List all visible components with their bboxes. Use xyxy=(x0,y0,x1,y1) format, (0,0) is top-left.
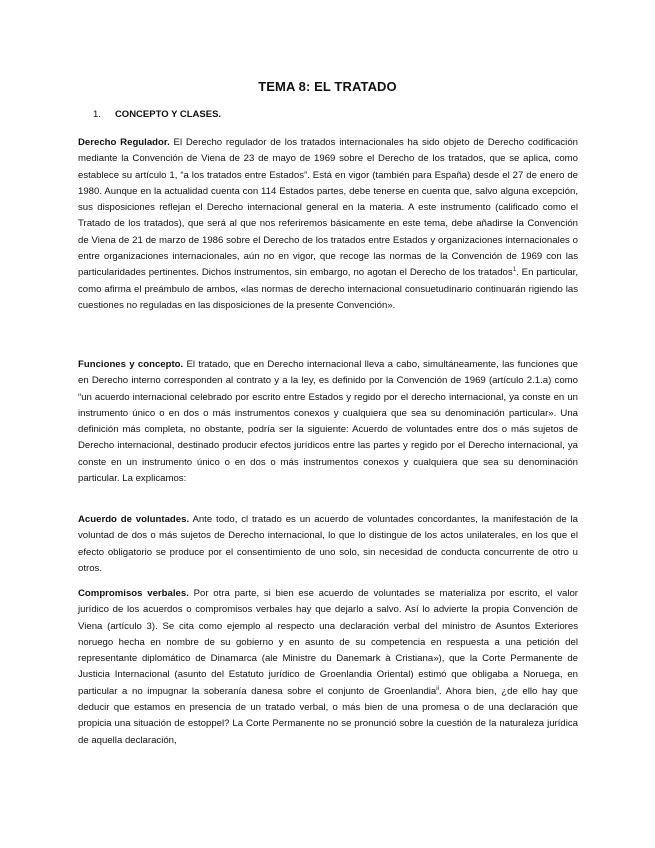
paragraph-tail: . Ahora bien, ¿de ello hay que deducir que estamos en presencia de un tratado verbal, o más bien de una promesa o de una declaración que propicia una situación de estoppel? La Corte Permanente no se pronunció sobre la cuestión de la naturaleza jurídica de aquella declaración, xyxy=(78,685,578,746)
paragraph-lead: Compromisos verbales. xyxy=(78,588,189,599)
paragraph-tail: . En particular, como afirma el preámbulo de ambos, «las normas de derecho internacional consuetudinario continuarán rigiendo las cuestiones no reguladas en las disposiciones de la presente Convención». xyxy=(78,267,578,311)
page-title: TEMA 8: EL TRATADO xyxy=(258,79,397,94)
paragraph-funciones-concepto xyxy=(78,357,578,487)
paragraph-derecho-regulador xyxy=(78,135,578,314)
footnote-marker[interactable]: 1 xyxy=(512,267,517,274)
paragraph-lead: Funciones y concepto. xyxy=(78,359,184,370)
paragraph-body: El Derecho regulador de los tratados internacionales ha sido objeto de Derecho codificación mediante la Convención de Viena de 23 de mayo de 1969 sobre el Derecho de los tratados, que se aplica, como establece su artículo 1, “a los tratados entre Estados”. Está en vigor (también para España) desde el 27 de enero de 1980. Aunque en la actualidad cuenta con 114 Estados partes, debe tenerse en cuenta que, salvo alguna excepción, sus disposiciones reflejan el Derecho internacional general en la materia. A este instrumento (calificado como el Tratado de los tratados), que será al que nos referiremos básicamente en este tema, debe añadirse la Convención de Viena de 21 de marzo de 1986 sobre el Derecho de los tratados entre Estados y organizaciones internacionales o entre organizaciones internacionales, aún no en vigor, que recoge las normas de la Convención de 1969 con las particularidades pertinentes. Dichos instrumentos, sin embargo, no agotan el Derecho de los tratados xyxy=(78,137,578,279)
paragraph-lead: Acuerdo de voluntades. xyxy=(78,514,190,525)
paragraph-body: El tratado, que en Derecho internacional lleva a cabo, simultáneamente, las funciones que en Derecho interno corresponden al contrato y a la ley, es definido por la Convención de 1969 (artículo 2.1.a) como “un acuerdo internacional celebrado por escrito entre Estados y regido por el derecho internacional, ya conste en un instrumento único o en dos o más instrumentos conexos y cualquiera que sea su denominación particular». Una definición más completa, no obstante, podría ser la siguiente: Acuerdo de voluntades entre dos o más sujetos de Derecho internacional, destinado producir efectos jurídicos entre las partes y regido por el Derecho internacional, ya conste en un instrumento único o en dos o más instrumentos conexos y cualquiera que sea su denominación particular. La explicamos: xyxy=(78,359,578,485)
section-label: CONCEPTO Y CLASES. xyxy=(114,109,222,120)
footnote-marker[interactable]: ii xyxy=(436,685,439,692)
paragraph-lead: Derecho Regulador. xyxy=(78,137,170,148)
paragraph-acuerdo-voluntades xyxy=(78,512,578,577)
paragraph-body: Por otra parte, si bien ese acuerdo de voluntades se materializa por escrito, el valor jurídico de los acuerdos o compromisos verbales hay que dejarlo a salvo. Así lo advierte la propia Convención de Viena (artículo 3). Se cita como ejemplo al respecto una declaración verbal del ministro de Asuntos Exteriores noruego hecha en nombre de su gobierno y en asunto de su competencia en respuesta a una petición del representante diplomático de Dinamarca (ale Ministre du Danemark à Cristiana»), que la Corte Permanente de Justicia Internacional (asunto del Estatuto jurídico de Groenlandia Oriental) estimó que obligaba a Noruega, en particular a no impugnar la soberanía danesa sobre el conjunto de Groenlandia xyxy=(78,588,578,697)
section-number: 1. xyxy=(93,109,101,120)
paragraph-compromisos-verbales xyxy=(78,586,578,749)
section-heading xyxy=(93,109,221,120)
paragraph-body: Ante todo, cl tratado es un acuerdo de voluntades concordantes, la manifestación de la voluntad de dos o más sujetos de Derecho internacional, lo que lo distingue de los actos unilaterales, en los que el efecto obligatorio se produce por el consentimiento de uno solo, sin necesidad de conducta concurrente de otro u otros. xyxy=(78,514,578,574)
